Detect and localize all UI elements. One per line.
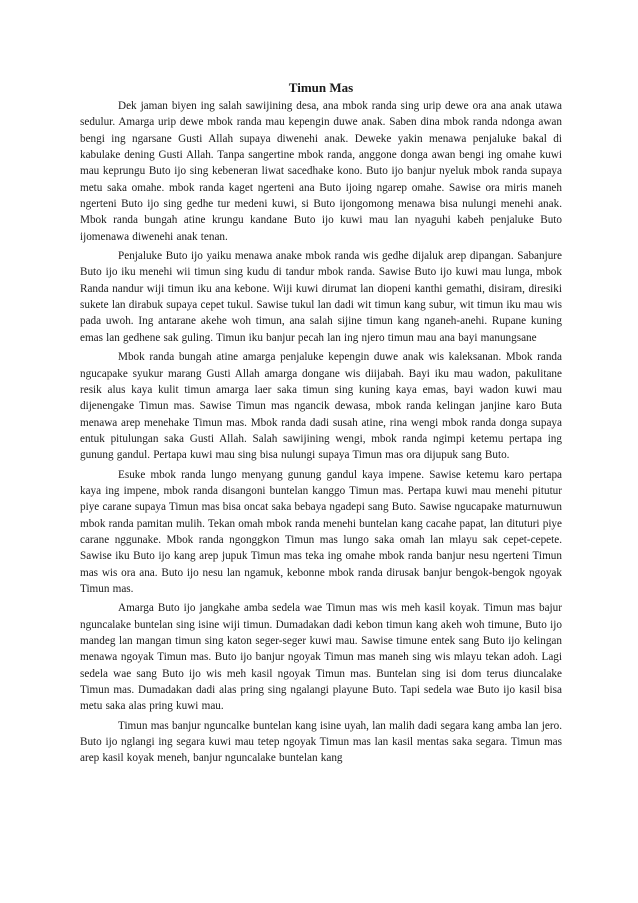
paragraph-2: Penjaluke Buto ijo yaiku menawa anake mbok randa wis gedhe dijaluk arep dipangan. Sabanjure Buto ijo iku menehi wii timun sing kudu di tandur mbok randa. Sawise Buto ijo kuwi mau lunga, mbok Randa nandur wiji timun iku ana kebone. Wiji kuwi dirumat lan diopeni kanthi gemathi, disiram, diresiki sukete lan dirabuk supaya cepet tukul. Sawise tukul lan dadi wit timun kang subur, wit timun iku mau wis pada uwoh. Ing antarane akehe woh timun, ana salah sijine timun kang nganeh-anehi. Rupane kuning emas lan gedhene sak guling. Timun iku banjur pecah lan ing njero timun mau ana bayi manungsane — [80, 250, 562, 344]
document-page — [80, 80, 562, 770]
paragraph-5: Amarga Buto ijo jangkahe amba sedela wae Timun mas wis meh kasil koyak. Timun mas bajur nguncalake buntelan sing isine wiji timun. Dumadakan dadi kebon timun kang akeh woh timune, Buto ijo mandeg lan mangan timun sing katon seger-seger kuwi mau. Sawise timune entek sang Buto ijo kelingan menawa ngoyak Timun mas. Buto ijo banjur ngoyak Timun mas maneh sing wis mlayu tekan adoh. Lagi sedela wae sang Buto ijo wis meh kasil ngoyak Timun mas. Buntelan sing isi dom terus diuncalake Timun mas. Dumadakan dadi alas pring sing ngalangi playune Buto. Tapi sedela wae Buto ijo kasil bisa metu saka alas pring kuwi mau. — [80, 602, 562, 713]
paragraph-6: Timun mas banjur nguncalke buntelan kang isine uyah, lan malih dadi segara kang amba lan jero. Buto ijo nglangi ing segara kuwi mau tetep ngoyak Timun mas lan kasil mentas saka segara. Timun mas arep kasil koyak meneh, banjur nguncalake buntelan kang — [80, 719, 562, 765]
paragraph-4: Esuke mbok randa lungo menyang gunung gandul kaya impene. Sawise ketemu karo pertapa kaya ing impene, mbok randa disangoni buntelan kanggo Timun mas. Pertapa kuwi mau menehi pitutur piye carane supaya Timun mas bisa oncat saka bebaya ngadepi sang Buto. Sawise ngucapake maturnuwun mbok randa pamitan mulih. Tekan omah mbok randa menehi buntelan kang cacahe papat, lan dituturi piye carane nggunake. Mbok randa ngonggkon Timun mas lungo saka omah lan mlayu sak cepet-cepete. Sawise iku Buto ijo kang arep jupuk Timun mas teka ing omahe mbok randa banjur nesu ngerteni Timun mas wis ora ana. Buto ijo nesu lan ngamuk, kebonne mbok randa dirusak banjur bengok-bengok ngoyak Timun mas. — [80, 468, 562, 595]
paragraph-3: Mbok randa bungah atine amarga penjaluke kepengin duwe anak wis kaleksanan. Mbok randa ngucapake syukur marang Gusti Allah amarga dongane wis diijabah. Bayi iku mau wadon, pakulitane resik alus kaya kulit timun amarga laer saka timun sing kuning kaya emas, bayi wadon kuwi mau dijenengake Timun mas. Sawise Timun mas ngancik dewasa, mbok randa kelingan janjine karo Buta menawa arep menehake Timun mas. Mbok randa dadi susah atine, rina wengi mbok randa donga supaya entuk pitulungan saka Gusti Allah. Salah sawijining wengi, mbok randa ngimpi ketemu pertapa ing gunung gandul. Pertapa kuwi mau sing bisa nulungi supaya Timun mas ora dijupuk sang Buto. — [80, 351, 562, 462]
paragraph-1: Dek jaman biyen ing salah sawijining desa, ana mbok randa sing urip dewe ora ana anak utawa sedulur. Amarga urip dewe mbok randa mau kepengin duwe anak. Saben dina mbok randa ndonga awan bengi ing ngarsane Gusti Allah supaya diwenehi anak. Deweke yakin menawa penjaluke bakal di kabulake dening Gusti Allah. Tanpa sangertine mbok randa, anggone donga awan bengi ing omahe kuwi mau keprungu Buto ijo sing kebeneran liwat sacedhake kono. Buto ijo banjur nyeluk mbok randa supaya metu saka omahe. mbok randa kaget ngerteni ana Buto ijoing ngarep omahe. Sawise ora miris maneh ngerteni Buto ijo sing gedhe tur medeni kuwi, si Buto ijongomong menawa bisa nulungi menehi anak. Mbok randa bungah atine krungu kandane Buto ijo kuwi mau lan nyaguhi kabeh penjaluke Buto ijomenawa diwenehi anak tenan. — [80, 100, 562, 243]
document-title: Timun Mas — [288, 80, 354, 95]
